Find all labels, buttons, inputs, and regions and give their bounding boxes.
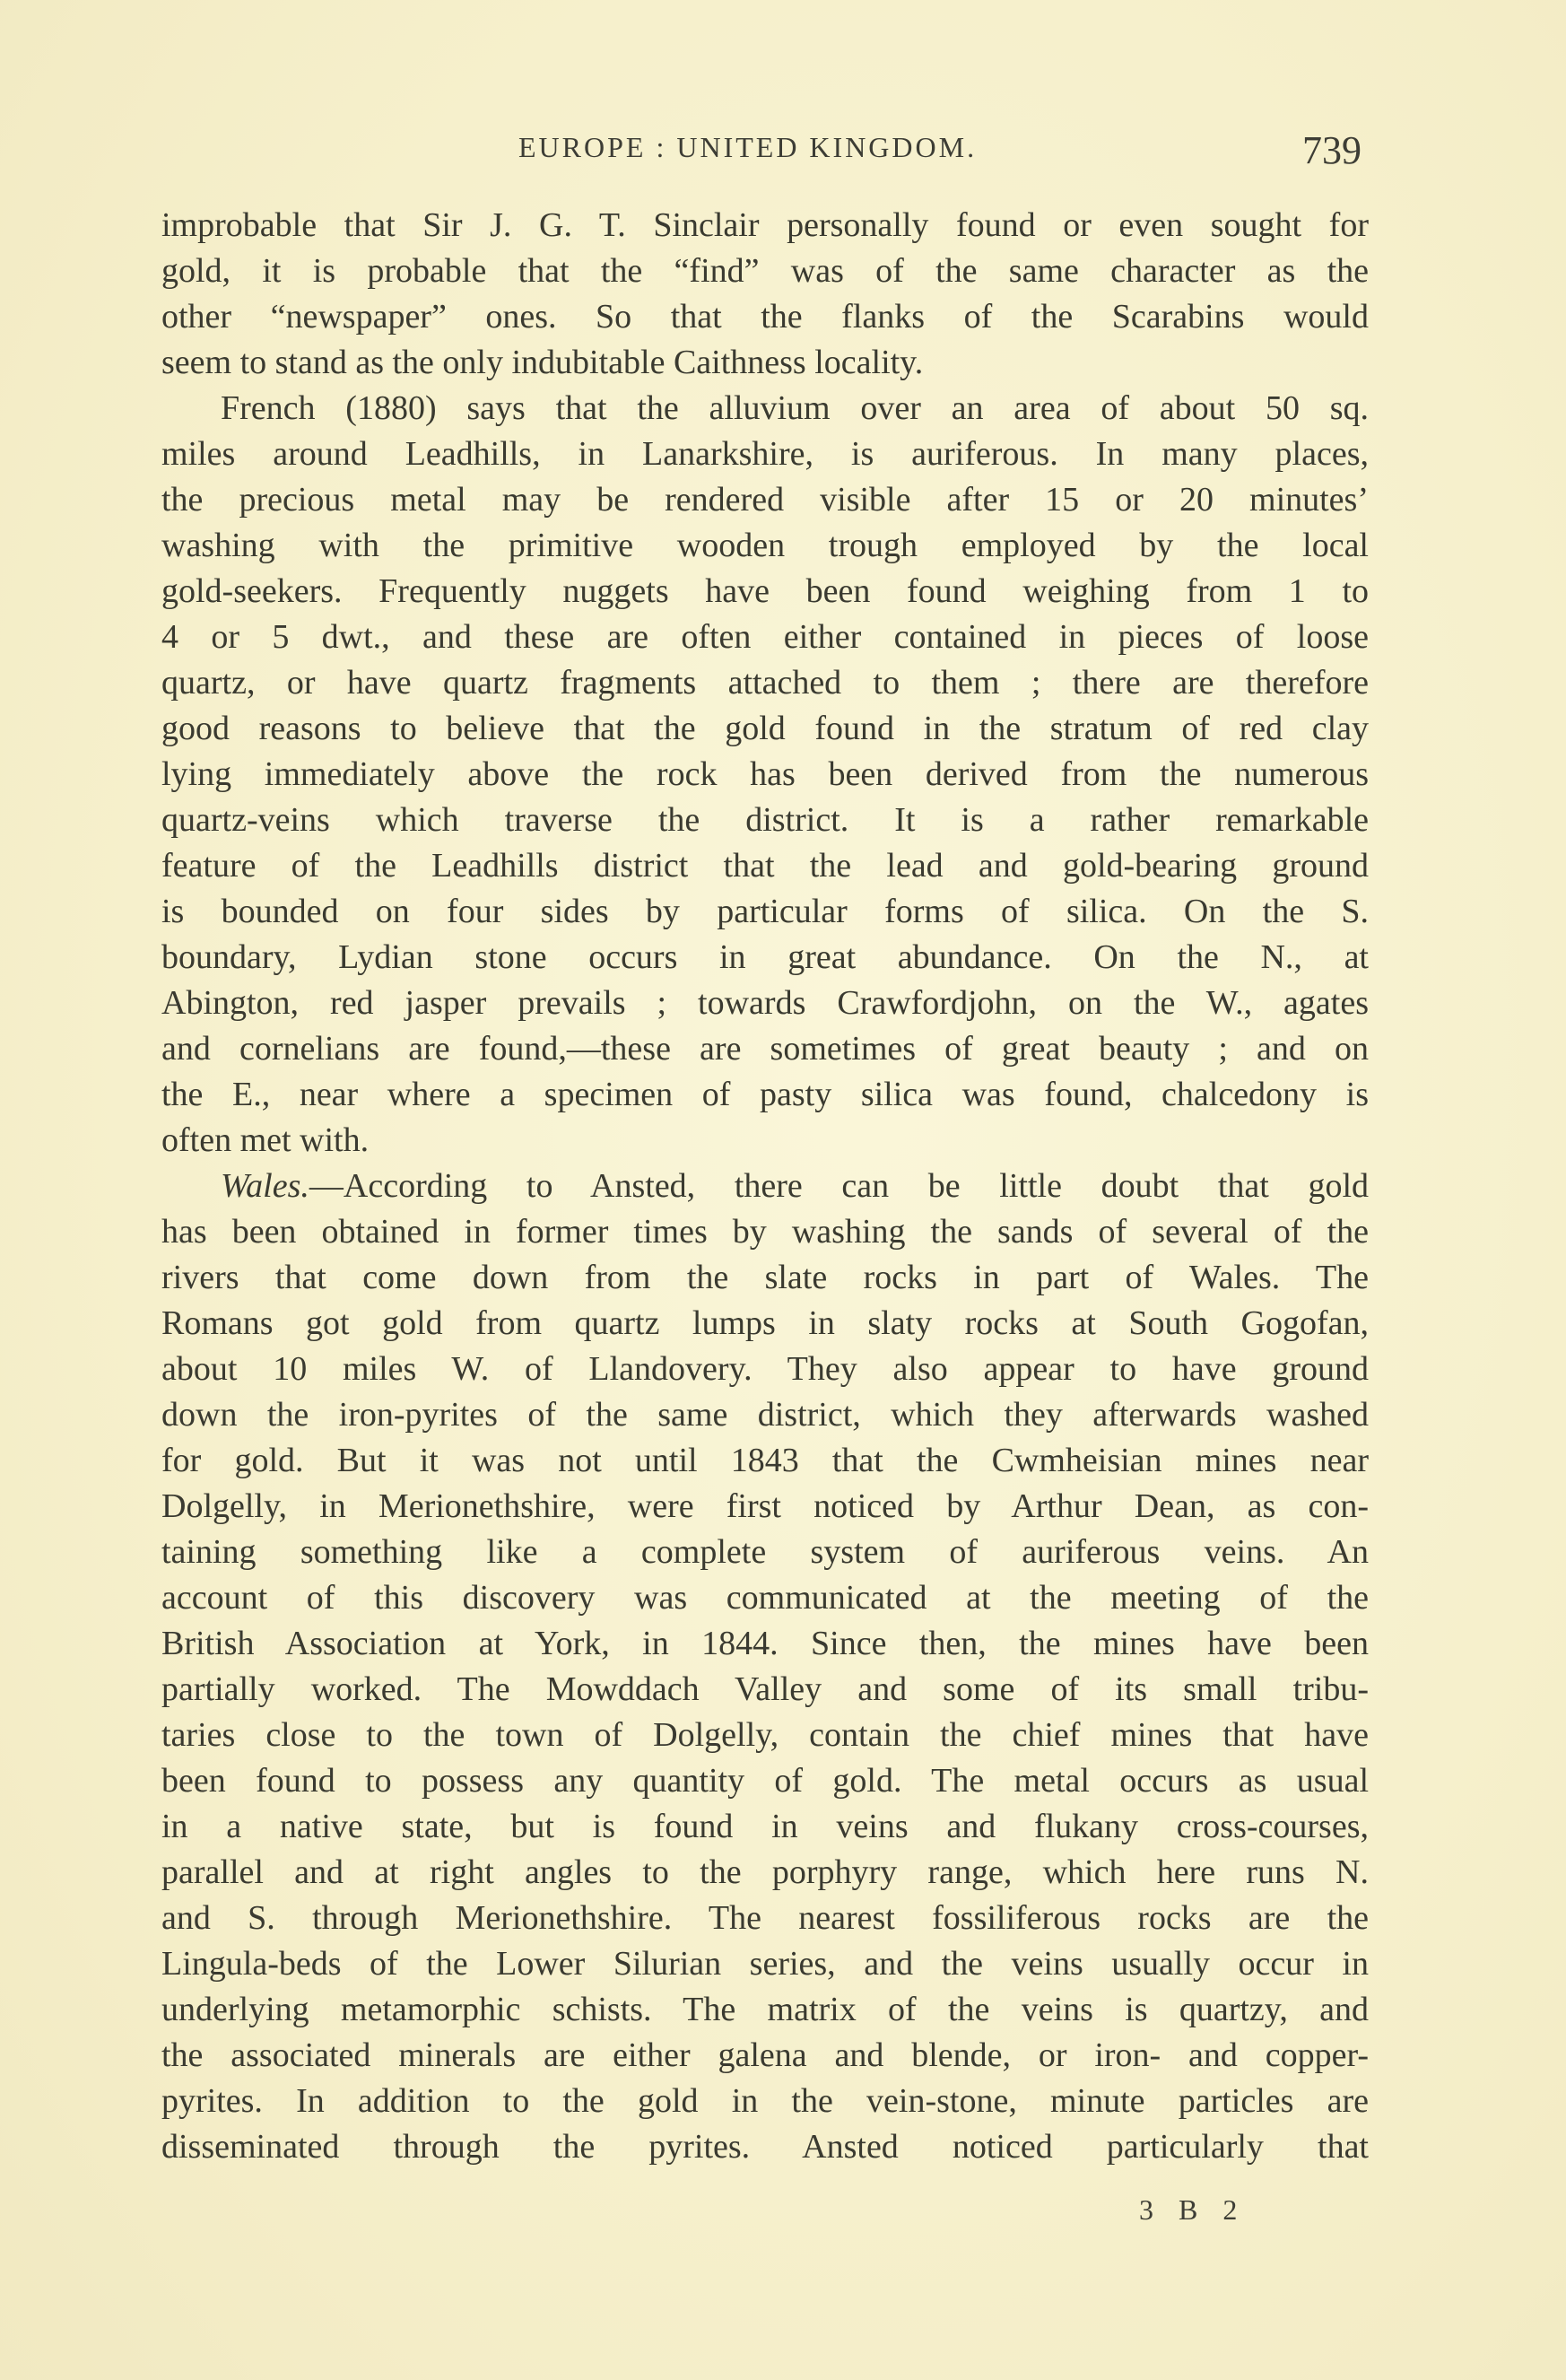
text-line: the E., near where a specimen of pasty silica was found, chalcedony is <box>161 1076 1369 1113</box>
text-line: Romans got gold from quartz lumps in slaty rocks at South Gogofan, <box>161 1304 1369 1342</box>
text-line: other “newspaper” ones. So that the flanks of the Scarabins would <box>161 298 1369 336</box>
paragraph-caithness <box>161 203 1369 386</box>
text-line: about 10 miles W. of Llandovery. They also appear to have ground <box>161 1350 1369 1388</box>
text-line: quartz, or have quartz fragments attached to them ; there are therefore <box>161 664 1369 702</box>
text-line: account of this discovery was communicated at the meeting of the <box>161 1579 1369 1617</box>
text-line: and cornelians are found,—these are sometimes of great beauty ; and on <box>161 1030 1369 1068</box>
text-line: partially worked. The Mowddach Valley and some of its small tribu- <box>161 1670 1369 1708</box>
body-text <box>161 203 1369 2170</box>
text-line: quartz-veins which traverse the district. It is a rather remarkable <box>161 801 1369 839</box>
text-line: pyrites. In addition to the gold in the vein-stone, minute particles are <box>161 2082 1369 2120</box>
text-line: Abington, red jasper prevails ; towards Crawfordjohn, on the W., agates <box>161 984 1369 1022</box>
paragraph-leadhills <box>161 386 1369 1164</box>
section-heading-wales: Wales. <box>221 1167 309 1205</box>
text-line: improbable that Sir J. G. T. Sinclair personally found or even sought for <box>161 206 1369 244</box>
text-line: disseminated through the pyrites. Ansted noticed particularly that <box>161 2128 1369 2166</box>
text-line: underlying metamorphic schists. The matrix of the veins is quartzy, and <box>161 1991 1369 2028</box>
text-line: taries close to the town of Dolgelly, contain the chief mines that have <box>161 1716 1369 1754</box>
running-title: EUROPE : UNITED KINGDOM. <box>518 131 978 163</box>
page-number: 739 <box>1302 128 1362 172</box>
text-line: miles around Leadhills, in Lanarkshire, is auriferous. In many places, <box>161 435 1369 473</box>
text-line: seem to stand as the only indubitable Caithness locality. <box>161 344 924 381</box>
running-head <box>0 127 1566 172</box>
text-line: British Association at York, in 1844. Since then, the mines have been <box>161 1625 1369 1662</box>
text-line: the associated minerals are either galena and blende, or iron- and copper- <box>161 2036 1369 2074</box>
text-line: good reasons to believe that the gold found in the stratum of red clay <box>161 710 1369 747</box>
paragraph-wales <box>161 1164 1369 2170</box>
text-line: taining something like a complete system of auriferous veins. An <box>161 1533 1369 1571</box>
text-line: for gold. But it was not until 1843 that the Cwmheisian mines near <box>161 1442 1369 1479</box>
text-line: feature of the Leadhills district that the lead and gold-bearing ground <box>161 847 1369 885</box>
text-line <box>161 1164 1369 1209</box>
text-line: is bounded on four sides by particular forms of silica. On the S. <box>161 893 1369 930</box>
text-line: often met with. <box>161 1121 370 1159</box>
text-line: washing with the primitive wooden trough employed by the local <box>161 527 1369 564</box>
text-line: Lingula-beds of the Lower Silurian series, and the veins usually occur in <box>161 1945 1369 1983</box>
text-line: rivers that come down from the slate rocks in part of Wales. The <box>161 1259 1369 1296</box>
text-line: been found to possess any quantity of gold. The metal occurs as usual <box>161 1762 1369 1800</box>
text-line: Dolgelly, in Merionethshire, were first noticed by Arthur Dean, as con- <box>161 1487 1369 1525</box>
text-line: lying immediately above the rock has been derived from the numerous <box>161 755 1369 793</box>
text-line: has been obtained in former times by washing the sands of several of the <box>161 1213 1369 1251</box>
text-line: down the iron-pyrites of the same district, which they afterwards washed <box>161 1396 1369 1434</box>
text-line: boundary, Lydian stone occurs in great abundance. On the N., at <box>161 938 1369 976</box>
text-run: —According to Ansted, there can be little doubt that gold <box>309 1167 1369 1205</box>
text-line: the precious metal may be rendered visible after 15 or 20 minutes’ <box>161 481 1369 519</box>
text-line: parallel and at right angles to the porphyry range, which here runs N. <box>161 1853 1369 1891</box>
text-line: 4 or 5 dwt., and these are often either contained in pieces of loose <box>161 618 1369 656</box>
text-line: and S. through Merionethshire. The nearest fossiliferous rocks are the <box>161 1899 1369 1937</box>
signature-mark: 3 B 2 <box>1139 2193 1247 2226</box>
text-line: French (1880) says that the alluvium over an area of about 50 sq. <box>221 389 1369 427</box>
text-line: gold, it is probable that the “find” was of the same character as the <box>161 252 1369 290</box>
text-line: in a native state, but is found in veins and flukany cross-courses, <box>161 1808 1369 1845</box>
text-line: gold-seekers. Frequently nuggets have been found weighing from 1 to <box>161 572 1369 610</box>
